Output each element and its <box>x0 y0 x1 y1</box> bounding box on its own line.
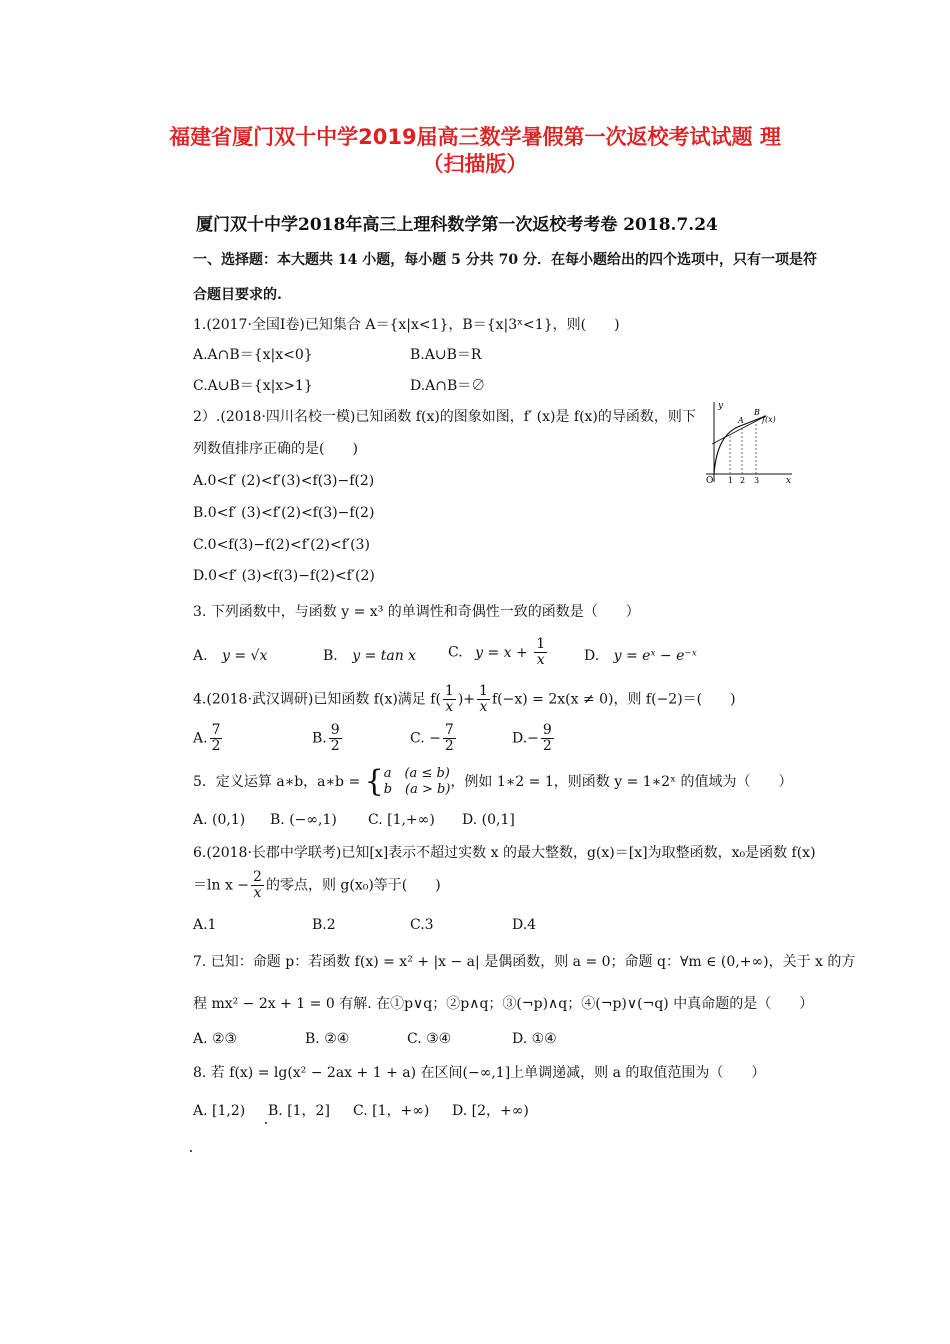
q3-c-numerator: 1 <box>536 636 546 652</box>
q4-stem-prefix: 4.(2018·武汉调研)已知函数 f(x)满足 f( <box>193 691 441 708</box>
q6-stem-suffix: 的零点，则 g(x₀)等于( ) <box>265 877 441 894</box>
q4-option-a <box>193 723 224 754</box>
q7-stem-line2: 程 mx² − 2x + 1 = 0 有解. 在①p∨q；②p∧q；③(¬p)∧q；④(¬p)∨(¬q) 中真命题的是（ ） <box>193 996 814 1012</box>
q8-option-c: C. [1，+∞) <box>353 1103 430 1119</box>
q6-option-c: C.3 <box>410 917 434 933</box>
q3-option-b-label: B. <box>323 648 338 664</box>
q5-case-2: b (a > b) <box>383 782 451 797</box>
exam-heading: 厦门双十中学2018年高三上理科数学第一次返校考考卷 2018.7.24 <box>196 215 718 235</box>
q5-option-a: A. (0,1) <box>193 812 246 828</box>
q6-stem-line1: 6.(2018·长郡中学联考)已知[x]表示不超过实数 x 的最大整数，g(x)＝[x]为取整函数，x₀是函数 f(x) <box>193 845 816 861</box>
q4-fraction-2 <box>477 684 490 715</box>
q4-c-numerator: 7 <box>444 722 454 738</box>
q4-c-denominator: 2 <box>444 738 454 754</box>
q4-frac1-denominator: x <box>445 699 454 715</box>
document-title: 福建省厦门双十中学2019届高三数学暑假第一次返校考试试题 理 <box>169 125 781 149</box>
q4-b-denominator: 2 <box>330 738 340 754</box>
q3-option-b <box>323 647 416 665</box>
document-subtitle: （扫描版） <box>422 152 528 176</box>
q7-option-a: A. ②③ <box>193 1031 238 1047</box>
q1-option-c: C.A∪B＝{x|x>1} <box>193 378 313 394</box>
q3-option-c-expr: y = x + <box>475 644 528 661</box>
graph-point-b-label: B <box>754 408 760 417</box>
q4-stem-mid: )+ <box>457 691 476 708</box>
q4-d-denominator: 2 <box>542 738 552 754</box>
q2-stem-line1: 2）.(2018·四川名校一模)已知函数 f(x)的图象如图，f′ (x)是 f(x)的导函数，则下 <box>193 409 696 425</box>
q5-cases <box>384 766 451 798</box>
q1-option-a: A.A∩B＝{x|x<0} <box>193 347 313 363</box>
q3-option-c-label: C. <box>448 644 463 661</box>
graph-secant-line <box>712 418 762 444</box>
q4-a-numerator: 7 <box>211 722 221 738</box>
q2-option-b: B.0<f′ (3)<f′(2)<f(3)−f(2) <box>193 505 375 521</box>
q1-option-b: B.A∪B＝R <box>410 347 482 363</box>
q6-numerator: 2 <box>253 869 262 885</box>
q6-option-b: B.2 <box>312 917 336 933</box>
q1-option-d: D.A∩B＝∅ <box>410 378 486 394</box>
q4-option-a-label: A. <box>193 730 208 747</box>
q5-case-1: a (a ≤ b) <box>383 766 450 781</box>
q4-d-numerator: 9 <box>542 722 552 738</box>
q8-option-b: B. [1，2] <box>268 1103 330 1119</box>
scan-speck <box>190 1150 192 1152</box>
q2-option-a: A.0<f′ (2)<f′(3)<f(3)−f(2) <box>193 473 375 489</box>
q6-stem-prefix: ＝ln x − <box>193 877 250 894</box>
q6-stem-line2 <box>193 870 441 901</box>
q4-option-c-fraction <box>443 723 456 754</box>
graph-y-label: y <box>718 401 724 411</box>
q4-frac2-denominator: x <box>479 699 488 715</box>
q8-stem: 8. 若 f(x) = lg(x² − 2ax + 1 + a) 在区间(−∞,1]上单调递减，则 a 的取值范围为（ ） <box>193 1065 766 1081</box>
q1-stem: 1.(2017·全国Ⅰ卷)已知集合 A＝{x|x<1}，B＝{x|3ˣ<1}，则( ) <box>193 317 620 333</box>
q3-option-c-fraction <box>534 637 547 668</box>
q7-stem-line1: 7. 已知：命题 p：若函数 f(x) = x² + |x − a| 是偶函数，则 a = 0；命题 q：∀m ∈ (0,+∞)，关于 x 的方 <box>193 954 856 970</box>
graph-curve-label: f(x) <box>762 415 776 424</box>
q5-brace: { <box>364 764 384 799</box>
q2-option-c: C.0<f(3)−f(2)<f′(2)<f′(3) <box>193 537 370 553</box>
q5-stem-suffix: ，例如 1∗2 = 1，则函数 y = 1∗2ˣ 的值域为（ ） <box>450 774 793 790</box>
q3-option-d <box>584 647 697 665</box>
graph-tick-3: 3 <box>754 476 760 484</box>
q7-option-c: C. ③④ <box>407 1031 452 1047</box>
q3-option-a-label: A. <box>193 648 208 664</box>
q4-option-b-fraction <box>329 723 342 754</box>
q3-option-a <box>193 647 267 665</box>
q7-option-b: B. ②④ <box>305 1031 350 1047</box>
q6-denominator: x <box>253 885 262 901</box>
q4-fraction-1 <box>443 684 456 715</box>
q4-option-c <box>410 723 458 754</box>
q3-option-a-expr: y = √x <box>222 648 268 664</box>
q4-frac1-numerator: 1 <box>444 683 454 699</box>
q6-option-a: A.1 <box>193 917 217 933</box>
q4-option-d <box>512 723 556 754</box>
q4-option-a-fraction <box>210 723 223 754</box>
q7-option-d: D. ①④ <box>512 1031 557 1047</box>
graph-x-label: x <box>786 476 792 484</box>
q3-option-d-expr: y = eˣ − e⁻ˣ <box>613 648 697 664</box>
q4-option-d-fraction <box>541 723 554 754</box>
q5-stem-prefix: 5．定义运算 a∗b，a∗b = <box>193 774 361 790</box>
q8-option-d: D. [2，+∞) <box>452 1103 529 1119</box>
q8-option-a: A. [1,2) <box>193 1103 246 1119</box>
q4-option-b-label: B. <box>312 730 327 747</box>
q4-stem-suffix: f(−x) = 2x(x ≠ 0)，则 f(−2)＝( ) <box>491 691 736 708</box>
section-instructions-line1: 一、选择题：本大题共 14 小题，每小题 5 分共 70 分．在每小题给出的四个选项中，只有一项是符 <box>193 252 817 268</box>
graph-tick-2: 2 <box>740 476 746 484</box>
q4-option-d-label: D.− <box>512 730 539 747</box>
graph-tick-1: 1 <box>728 476 734 484</box>
q5-stem <box>193 766 792 798</box>
q5-option-b: B. (−∞,1) <box>270 812 337 828</box>
q4-frac2-numerator: 1 <box>479 683 488 699</box>
q5-option-c: C. [1,+∞) <box>368 812 435 828</box>
q3-option-d-label: D. <box>584 648 600 664</box>
q4-b-numerator: 9 <box>330 722 340 738</box>
q4-option-b <box>312 723 344 754</box>
section-instructions-line2: 合题目要求的. <box>193 287 282 303</box>
graph-point-a-label: A <box>738 416 744 425</box>
q3-stem: 3. 下列函数中，与函数 y = x³ 的单调性和奇偶性一致的函数是（ ） <box>193 604 640 620</box>
q3-option-b-expr: y = tan x <box>352 648 417 664</box>
q4-stem <box>193 684 736 715</box>
scan-speck <box>265 1122 267 1124</box>
q4-option-c-label: C. − <box>410 730 441 747</box>
q3-option-c <box>448 637 549 668</box>
graph-origin-label: O <box>706 476 714 484</box>
q4-a-denominator: 2 <box>211 738 221 754</box>
q6-option-d: D.4 <box>512 917 537 933</box>
q3-c-denominator: x <box>536 652 545 668</box>
q2-function-graph <box>700 398 796 484</box>
q5-option-d: D. (0,1] <box>462 812 515 828</box>
q2-option-d: D.0<f′ (3)<f(3)−f(2)<f′(2) <box>193 568 375 584</box>
q2-stem-line2: 列数值排序正确的是( ) <box>193 441 358 457</box>
q6-fraction <box>251 870 264 901</box>
